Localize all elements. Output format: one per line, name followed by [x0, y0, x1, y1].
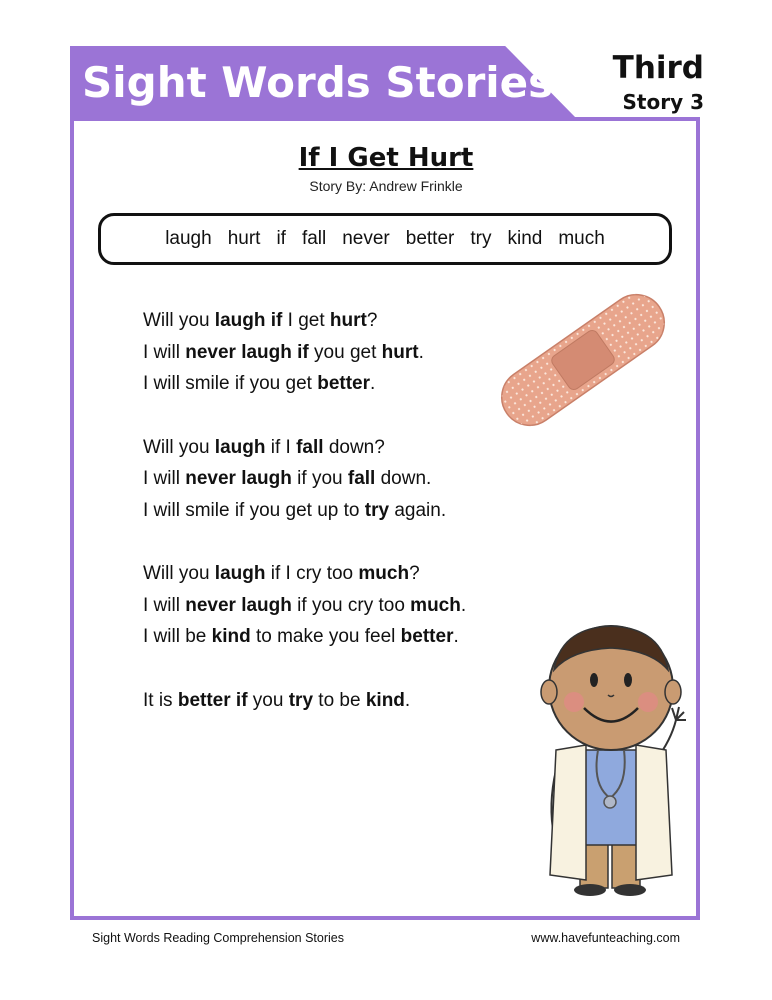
story-line	[143, 463, 466, 495]
stanza-gap	[143, 400, 466, 432]
story-text-segment: if you	[291, 468, 348, 489]
story-text-segment: ?	[409, 563, 420, 584]
story-text-segment: you	[247, 689, 289, 711]
stanza-gap	[143, 653, 466, 685]
story-text-segment: .	[404, 689, 411, 711]
stanza-gap	[143, 526, 466, 558]
story-text-segment: I will smile if you get	[143, 373, 318, 394]
doctor-boy-icon	[526, 610, 706, 905]
story-text-segment: .	[460, 594, 467, 616]
story-line	[143, 337, 466, 369]
story-text-segment: you get	[308, 341, 382, 363]
sight-word-highlight: kind	[365, 689, 405, 711]
sight-word-highlight: laugh if	[214, 310, 283, 331]
story-text	[143, 305, 466, 716]
sight-word-highlight: never laugh	[185, 594, 292, 616]
story-text-segment: if you cry too	[291, 594, 411, 616]
banner-title: Sight Words Stories	[82, 58, 554, 107]
story-text-segment: Will you	[143, 436, 215, 458]
story-text-segment: to be	[313, 689, 366, 711]
story-text-segment: .	[453, 626, 459, 647]
sight-word: try	[470, 228, 492, 249]
story-text-segment: down?	[323, 436, 385, 458]
story-line	[143, 432, 466, 464]
story-title: If I Get Hurt	[298, 143, 474, 173]
bandage-icon	[478, 290, 688, 430]
story-text-segment: I will	[143, 468, 186, 489]
sight-word-highlight: try	[288, 689, 314, 711]
story-text-segment: down.	[375, 468, 432, 489]
sight-word: better	[405, 228, 455, 249]
story-text-segment: if I cry too	[265, 563, 359, 584]
sight-word: fall	[301, 228, 327, 249]
story-text-segment: I will be	[143, 626, 212, 647]
story-line	[143, 495, 466, 527]
story-text-segment: I will	[143, 594, 186, 616]
sight-word-highlight: better if	[177, 689, 248, 711]
footer-series: Sight Words Reading Comprehension Stories	[92, 931, 344, 945]
sight-word-highlight: try	[364, 499, 390, 521]
sight-word-highlight: laugh	[214, 436, 266, 458]
story-line	[143, 621, 466, 653]
story-text-segment: .	[418, 341, 424, 363]
sight-word-highlight: never laugh	[185, 468, 292, 489]
story-text-segment: .	[370, 373, 376, 394]
story-text-segment: Will you	[143, 563, 215, 584]
story-text-segment: to make you feel	[250, 626, 401, 647]
sight-word-highlight: fall	[296, 436, 324, 458]
sight-word: laugh	[165, 228, 212, 249]
story-line	[143, 305, 466, 337]
sight-word: never	[342, 228, 390, 249]
story-line	[143, 558, 466, 590]
sight-word-highlight: better	[400, 626, 454, 647]
story-text-segment: It is	[143, 689, 178, 711]
story-text-segment: I get	[282, 310, 330, 331]
story-text-segment: I will smile if you get up to	[143, 499, 365, 521]
story-text-segment: Will you	[143, 310, 215, 331]
footer-website[interactable]: www.havefunteaching.com	[531, 931, 680, 945]
sight-word-highlight: laugh	[214, 563, 266, 584]
story-text-segment: again.	[389, 499, 447, 521]
story-text-segment: I will	[143, 341, 186, 363]
story-line	[143, 685, 466, 717]
story-text-segment: ?	[366, 310, 378, 331]
sight-word-highlight: much	[358, 563, 410, 584]
sight-word-highlight: never laugh if	[185, 341, 309, 363]
story-text-segment: if I	[265, 436, 297, 458]
story-number: Story 3	[622, 90, 704, 114]
sight-word: much	[558, 228, 605, 249]
sight-word-highlight: hurt	[329, 310, 367, 331]
sight-word-highlight: better	[317, 373, 371, 394]
grade-level: Third	[612, 50, 704, 86]
sight-word-highlight: much	[410, 594, 461, 616]
sight-word: kind	[507, 228, 543, 249]
sight-word-highlight: fall	[347, 468, 376, 489]
story-line	[143, 590, 466, 622]
sight-word-highlight: kind	[211, 626, 251, 647]
sight-word-list	[98, 213, 672, 265]
sight-word: hurt	[227, 228, 261, 249]
sight-word-highlight: hurt	[381, 341, 419, 363]
story-author: Story By: Andrew Frinkle	[309, 178, 463, 194]
story-line	[143, 368, 466, 400]
sight-word: if	[276, 228, 286, 249]
